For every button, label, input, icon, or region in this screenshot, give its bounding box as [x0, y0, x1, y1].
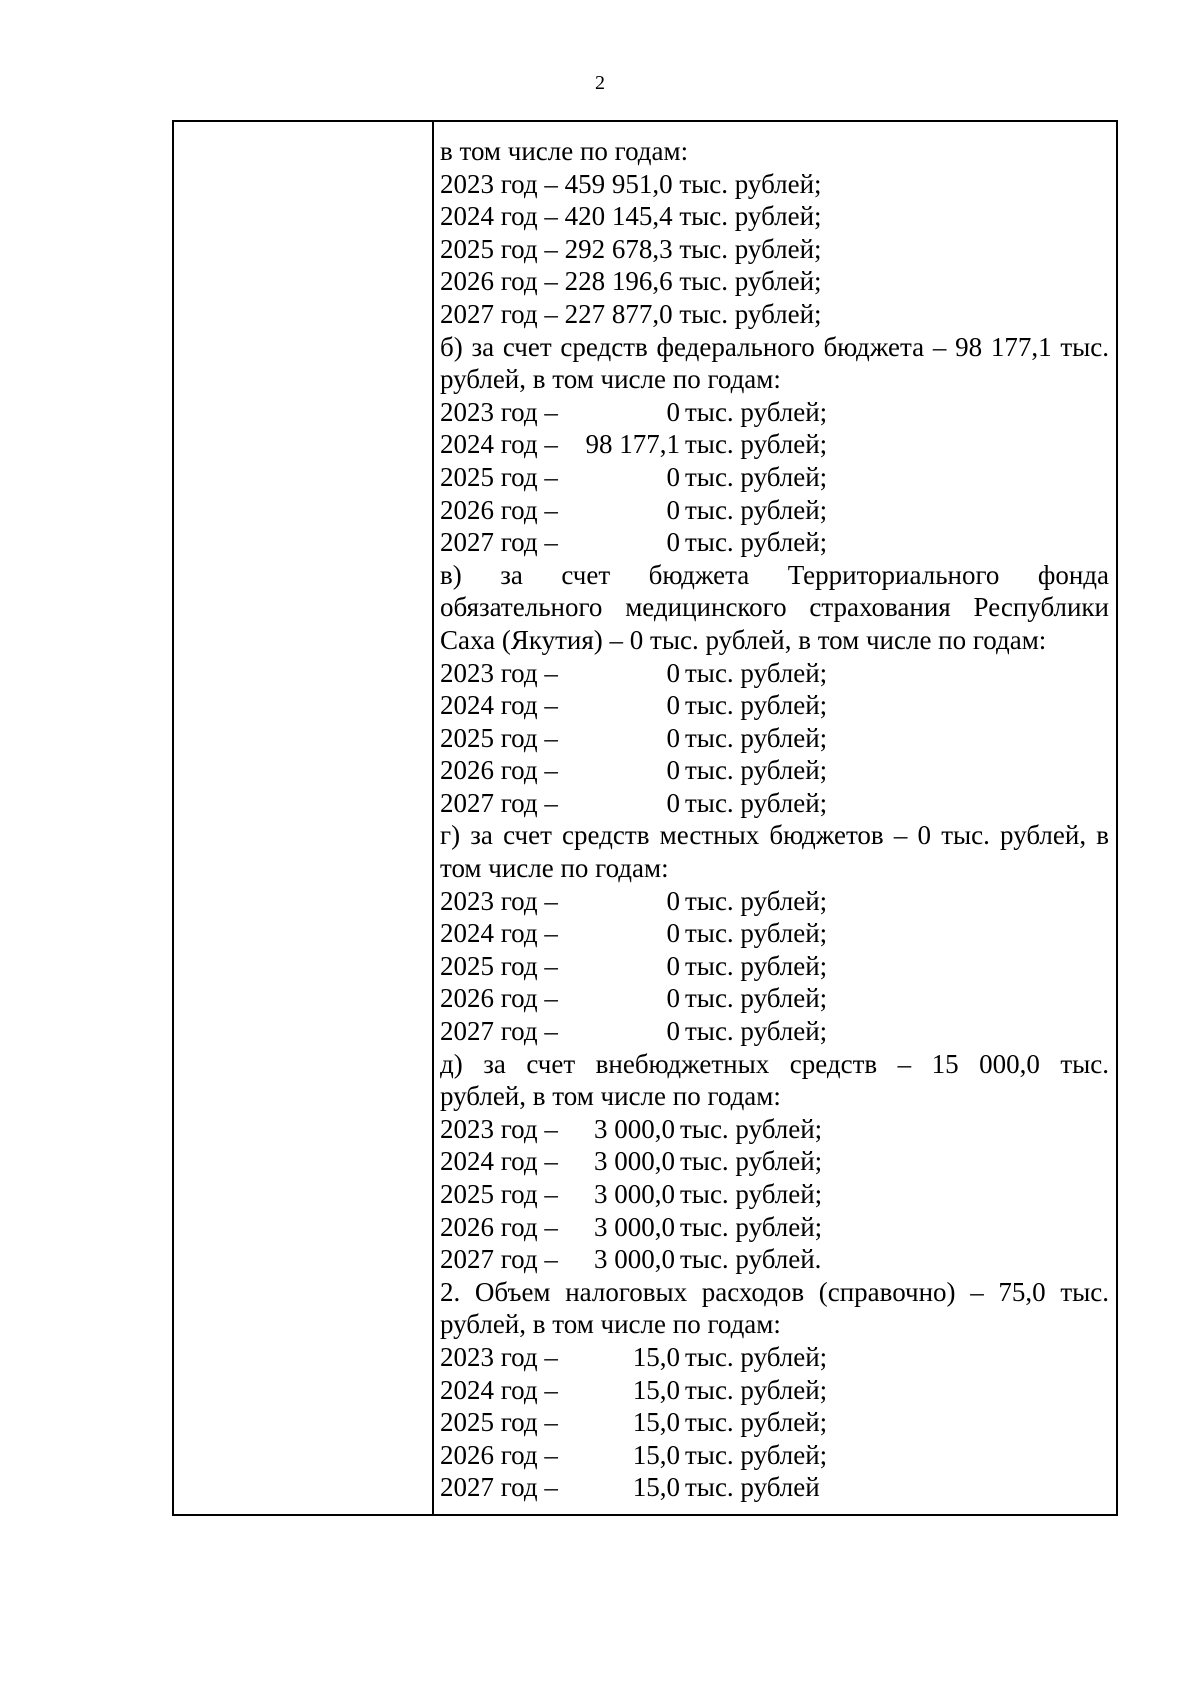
year-amount: 0 — [666, 755, 680, 786]
year-label: 2027 год – — [440, 527, 558, 558]
year-label: 2023 год – — [440, 1113, 558, 1144]
year-unit: тыс. рублей; — [685, 1407, 828, 1438]
tax-year-row — [440, 1471, 1109, 1504]
year-label: 2026 год – — [440, 494, 558, 525]
year-amount: 0 — [666, 461, 680, 492]
year-label: 2026 год – — [440, 1439, 558, 1470]
funding-table — [172, 120, 1118, 1516]
year-label: 2027 год – — [440, 1016, 558, 1047]
year-unit: тыс. рублей; — [685, 983, 828, 1014]
year-label: 2024 год – — [440, 429, 558, 460]
federal-year-row — [440, 526, 1109, 559]
year-label: 2024 год – — [440, 1146, 558, 1177]
year-amount: 0 — [666, 1016, 680, 1047]
year-unit: тыс. рублей; — [685, 690, 828, 721]
extrabudget-year-row — [440, 1243, 1109, 1276]
local-year-row — [440, 950, 1109, 983]
tfoms-year-row — [440, 689, 1109, 722]
year-amount: 15,0 — [632, 1407, 680, 1438]
year-label: 2024 год – — [440, 1374, 558, 1405]
tax-heading: 2. Объем налоговых расходов (справочно) – 75,0 тыс. — [440, 1276, 1109, 1307]
year-label: 2023 год – — [440, 885, 558, 916]
tfoms-subheading: Саха (Якутия) – 0 тыс. рублей, в том числе по годам: — [440, 624, 1047, 655]
federal-year-row — [440, 461, 1109, 494]
extrabudget-year-row — [440, 1145, 1109, 1178]
federal-heading: б) за счет средств федерального бюджета – 98 177,1 тыс. — [440, 331, 1109, 362]
year-unit: тыс. рублей; — [685, 429, 828, 460]
page-number: 2 — [595, 72, 605, 94]
tfoms-year-row — [440, 722, 1109, 755]
year-label: 2026 год – — [440, 755, 558, 786]
year-unit: тыс. рублей; — [685, 918, 828, 949]
federal-year-row — [440, 396, 1109, 429]
tfoms-heading: обязательного медицинского страхования Республики — [440, 592, 1109, 623]
year-label: 2025 год – — [440, 950, 558, 981]
year-amount: 0 — [666, 885, 680, 916]
year-amount: 3 000,0 — [594, 1244, 675, 1275]
year-amount: 15,0 — [632, 1439, 680, 1470]
year-unit: тыс. рублей; — [685, 950, 828, 981]
year-amount: 0 — [666, 494, 680, 525]
year-amount: 0 — [666, 690, 680, 721]
year-unit: тыс. рублей; — [680, 1146, 823, 1177]
year-label: 2023 год – — [440, 1341, 558, 1372]
year-amount: 15,0 — [632, 1341, 680, 1372]
tax-year-row — [440, 1374, 1109, 1407]
intro-line: в том числе по годам: — [440, 136, 689, 166]
tax-subheading: рублей, в том числе по годам: — [440, 1309, 781, 1340]
year-label: 2023 год – — [440, 396, 558, 427]
year-unit: тыс. рублей; — [685, 494, 828, 525]
year-label: 2027 год – — [440, 787, 558, 818]
year-unit: тыс. рублей; — [685, 461, 828, 492]
year-amount: 0 — [666, 527, 680, 558]
local-year-row — [440, 885, 1109, 918]
year-unit: тыс. рублей; — [685, 1341, 828, 1372]
year-unit: тыс. рублей; — [685, 396, 828, 427]
year-unit: тыс. рублей; — [685, 1016, 828, 1047]
federal-year-row — [440, 494, 1109, 527]
year-label: 2026 год – — [440, 983, 558, 1014]
year-label: 2025 год – — [440, 1179, 558, 1209]
extrabudget-heading: д) за счет внебюджетных средств – 15 000,0 тыс. — [440, 1048, 1109, 1079]
tfoms-year-row — [440, 754, 1109, 787]
tfoms-heading: в) за счет бюджета Территориального фонда — [440, 559, 1109, 590]
year-unit: тыс. рублей. — [680, 1244, 822, 1275]
year-amount: 98 177,1 — [585, 429, 680, 460]
regional-year-line: 2027 год – 227 877,0 тыс. рублей; — [440, 298, 822, 329]
year-label: 2024 год – — [440, 690, 558, 721]
year-unit: тыс. рублей; — [685, 787, 828, 818]
regional-year-line: 2024 год – 420 145,4 тыс. рублей; — [440, 201, 822, 232]
year-unit: тыс. рублей; — [680, 1179, 823, 1209]
tfoms-year-row — [440, 787, 1109, 820]
year-amount: 15,0 — [632, 1472, 680, 1503]
local-subheading: том числе по годам: — [440, 853, 669, 884]
year-label: 2025 год – — [440, 1407, 558, 1438]
extrabudget-year-row — [440, 1113, 1109, 1146]
year-label: 2025 год – — [440, 722, 558, 753]
table-right-cell — [434, 122, 1116, 1514]
year-unit: тыс. рублей; — [685, 755, 828, 786]
regional-year-line: 2023 год – 459 951,0 тыс. рублей; — [440, 168, 822, 199]
year-label: 2023 год – — [440, 657, 558, 688]
year-unit: тыс. рублей — [685, 1472, 820, 1503]
year-amount: 3 000,0 — [594, 1146, 675, 1177]
year-amount: 3 000,0 — [594, 1211, 675, 1242]
extrabudget-year-row — [440, 1211, 1109, 1244]
year-amount: 0 — [666, 722, 680, 753]
year-label: 2024 год – — [440, 918, 558, 949]
year-amount: 3 000,0 — [594, 1179, 675, 1209]
year-unit: тыс. рублей; — [685, 657, 828, 688]
regional-year-line: 2025 год – 292 678,3 тыс. рублей; — [440, 233, 822, 264]
tax-year-row — [440, 1406, 1109, 1439]
federal-subheading: рублей, в том числе по годам: — [440, 364, 781, 395]
table-left-cell — [174, 122, 434, 1514]
extrabudget-subheading: рублей, в том числе по годам: — [440, 1081, 781, 1112]
year-amount: 15,0 — [632, 1374, 680, 1405]
year-unit: тыс. рублей; — [685, 1374, 828, 1405]
local-year-row — [440, 982, 1109, 1015]
tfoms-year-row — [440, 657, 1109, 690]
tax-year-row — [440, 1439, 1109, 1472]
extrabudget-year-row — [440, 1178, 1109, 1211]
year-unit: тыс. рублей; — [680, 1211, 823, 1242]
year-unit: тыс. рублей; — [685, 722, 828, 753]
year-label: 2027 год – — [440, 1472, 558, 1503]
year-unit: тыс. рублей; — [685, 1439, 828, 1470]
tax-year-row — [440, 1341, 1109, 1374]
year-unit: тыс. рублей; — [685, 527, 828, 558]
local-year-row — [440, 917, 1109, 950]
year-amount: 0 — [666, 396, 680, 427]
year-label: 2027 год – — [440, 1244, 558, 1275]
regional-year-line: 2026 год – 228 196,6 тыс. рублей; — [440, 266, 822, 297]
year-amount: 0 — [666, 983, 680, 1014]
year-amount: 3 000,0 — [594, 1113, 675, 1144]
year-label: 2025 год – — [440, 461, 558, 492]
year-amount: 0 — [666, 787, 680, 818]
year-amount: 0 — [666, 657, 680, 688]
year-label: 2026 год – — [440, 1211, 558, 1242]
local-year-row — [440, 1015, 1109, 1048]
year-amount: 0 — [666, 918, 680, 949]
year-amount: 0 — [666, 950, 680, 981]
federal-year-row — [440, 428, 1109, 461]
local-heading: г) за счет средств местных бюджетов – 0 тыс. рублей, в — [440, 820, 1109, 851]
year-unit: тыс. рублей; — [685, 885, 828, 916]
year-unit: тыс. рублей; — [680, 1113, 823, 1144]
